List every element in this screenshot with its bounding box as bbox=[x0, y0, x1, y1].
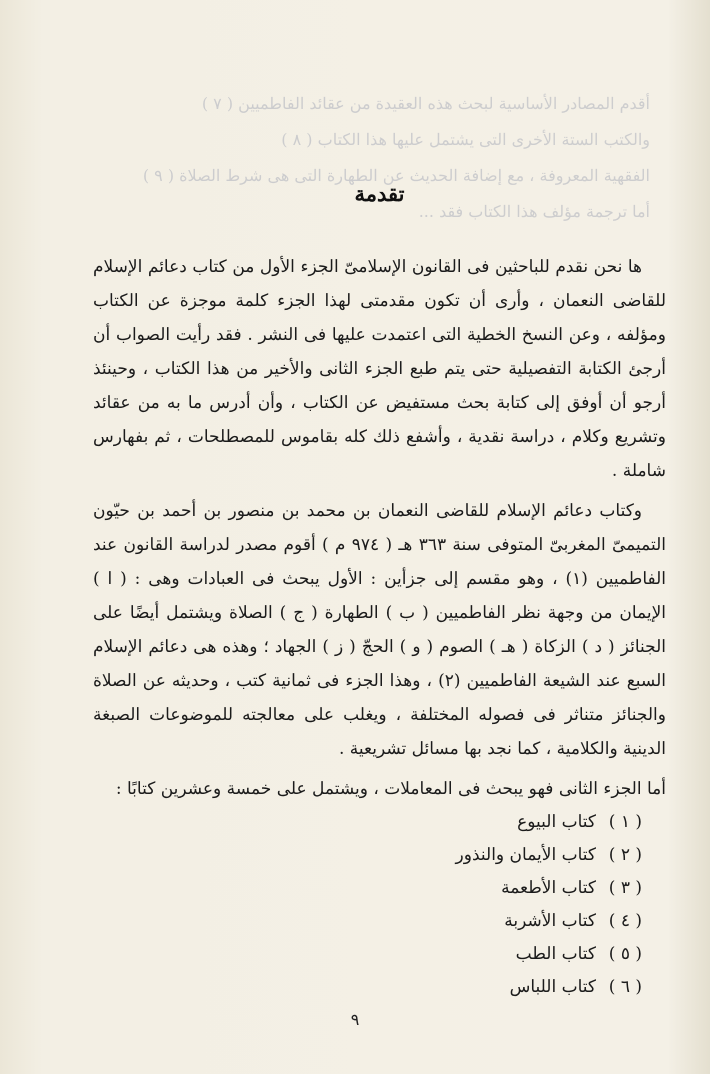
list-item bbox=[93, 971, 666, 1004]
list-item-label: كتاب الأشربة bbox=[504, 911, 596, 931]
list-item-label: كتاب الطب bbox=[515, 944, 596, 964]
list-item bbox=[93, 806, 666, 839]
page-number: ٩ bbox=[350, 1010, 360, 1029]
intro-paragraph: ها نحن نقدم للباحثين فى القانون الإسلامىّ الجزء الأول من كتاب دعائم الإسلام للقاضى النعمان ، وأرى أن تكون مقدمتى لهذا الجزء كلمة موجزة عن الكتاب ومؤلفه ، وعن النسخ الخطية التى اعتمدت عليها فى النشر . فقد رأيت الصواب أن أرجئ الكتابة التفصيلية حتى يتم طبع الجزء الثانى والأخير من هذا الكتاب ، وحينئذ أرجو أن أوفق إلى كتابة بحث مستفيض عن الكتاب ، وأن أدرس ما به من عقائد وتشريع وكلام ، دراسة نقدية ، وأشفع ذلك كله بقاموس للمصطلحات ، ثم بفهارس شاملة . bbox=[93, 257, 666, 481]
book-description-paragraph: وكتاب دعائم الإسلام للقاضى النعمان بن محمد بن منصور بن أحمد بن حيّون التميمىّ المغربىّ المتوفى سنة ٣٦٣ هـ ( ٩٧٤ م ) أقوم مصدر لدراسة القانون عند الفاطميين (١) ، وهو مقسم إلى جزأين : الأول يبحث فى العبادات وهى : ( ا ) الإيمان من وجهة نظر الفاطميين ( ب ) الطهارة ( ج ) الصلاة ويشتمل أيضًا على الجنائز ( د ) الزكاة ( هـ ) الصوم ( و ) الحجّ ( ز ) الجهاد ؛ وهذه هى دعائم الإسلام السبع عند الشيعة الفاطميين (٢) ، وهذا الجزء فى ثمانية كتب ، وحديثه عن الصلاة والجنائز متناثر فى فصوله المختلفة ، ويغلب على معالجته للموضوعات الصبغة الدينية والكلامية ، كما نجد بها مسائل تشريعية . bbox=[93, 501, 667, 759]
list-item-number: ( ٣ ) bbox=[608, 878, 642, 898]
list-item-number: ( ٦ ) bbox=[608, 977, 642, 997]
list-item bbox=[93, 938, 666, 971]
list-item bbox=[93, 872, 666, 905]
list-item-label: كتاب اللباس bbox=[509, 977, 596, 997]
section-heading: تقدمة bbox=[354, 181, 405, 206]
books-list bbox=[93, 806, 666, 1004]
list-item-number: ( ٢ ) bbox=[608, 845, 642, 865]
bleed-line: أما ترجمة مؤلف هذا الكتاب فقد ... bbox=[418, 202, 650, 221]
bleed-line: والكتب الستة الأخرى التى يشتمل عليها هذا الكتاب ( ٨ ) bbox=[281, 130, 650, 149]
list-item bbox=[93, 839, 666, 872]
list-item-number: ( ٤ ) bbox=[608, 911, 642, 931]
list-item-label: كتاب الأطعمة bbox=[501, 878, 596, 898]
list-item-label: كتاب البيوع bbox=[517, 812, 596, 832]
bleed-line: الفقهية المعروفة ، مع إضافة الحديث عن الطهارة التى هى شرط الصلاة ( ٩ ) bbox=[142, 166, 650, 185]
list-item-number: ( ٥ ) bbox=[608, 944, 642, 964]
list-item bbox=[93, 905, 666, 938]
bleed-line: أقدم المصادر الأساسية لبحث هذه العقيدة من عقائد الفاطميين ( ٧ ) bbox=[201, 94, 650, 113]
page-content bbox=[93, 178, 666, 1004]
part-two-paragraph: أما الجزء الثانى فهو يبحث فى المعاملات ، ويشتمل على خمسة وعشرين كتابًا : bbox=[115, 779, 666, 799]
list-item-label: كتاب الأيمان والنذور bbox=[455, 845, 596, 865]
list-item-number: ( ١ ) bbox=[608, 812, 642, 832]
